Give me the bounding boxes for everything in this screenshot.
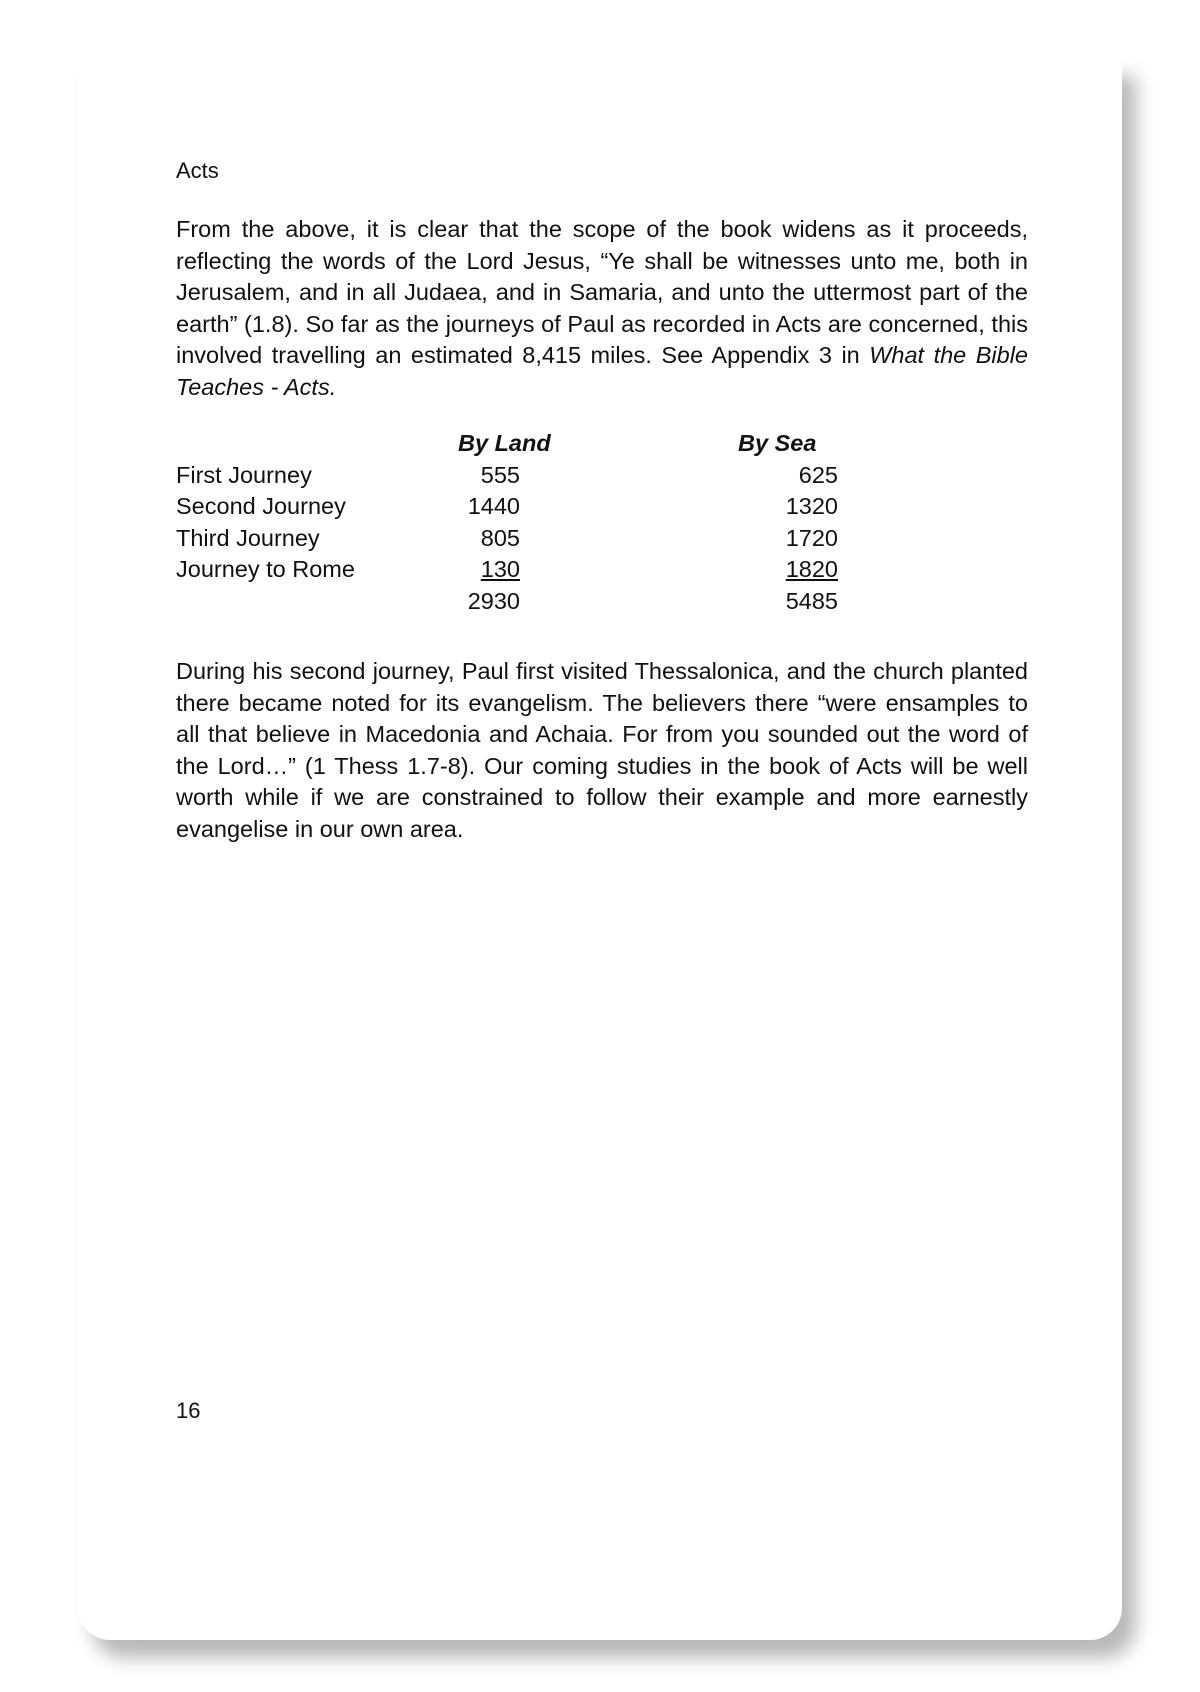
land-value xyxy=(458,554,738,586)
paragraph-intro xyxy=(176,214,1028,403)
sea-value: 1320 xyxy=(785,493,838,519)
sea-value: 625 xyxy=(798,461,838,488)
land-value: 555 xyxy=(480,461,520,488)
header-by-land: By Land xyxy=(458,430,551,456)
paragraph-thessalonica: During his second journey, Paul first visited Thessalonica, and the church planted there became noted for its evangelism. The believers there “were ensamples to all that believe in Macedonia and Achaia. For from you sounded out the word of the Lord…” (1 Thess 1.7-8). Our coming studies in the book of Acts will be well worth while if we are constrained to follow their example and more earnestly evangelise in our own area. xyxy=(176,658,1028,842)
land-value: 1440 xyxy=(467,493,520,519)
row-label: Journey to Rome xyxy=(176,556,355,582)
total-label-blank xyxy=(176,586,458,618)
land-total: 2930 xyxy=(467,587,520,614)
header-by-sea: By Sea xyxy=(738,430,817,456)
sea-value xyxy=(738,554,838,586)
table-total-row xyxy=(176,586,838,618)
row-label: First Journey xyxy=(176,461,312,488)
page-number: 16 xyxy=(176,1398,201,1423)
sea-total: 5485 xyxy=(785,587,838,614)
journey-distance-table xyxy=(176,428,838,617)
table-header-row xyxy=(176,428,838,460)
table-row xyxy=(176,554,838,586)
sea-value-underlined: 1820 xyxy=(785,556,838,582)
book-title-reference: What the Bible Teaches - Acts. xyxy=(176,342,1028,400)
book-page xyxy=(78,58,1122,1640)
paragraph-intro-text: From the above, it is clear that the scope of the book widens as it proceeds, reflecting the words of the Lord Jesus, “Ye shall be witnesses unto me, both in Jerusalem, and in all Judaea, and in Samaria, and unto the uttermost part of the earth” (1.8). So far as the journeys of Paul as recorded in Acts are concerned, this involved travelling an estimated 8,415 miles. See Appendix 3 in xyxy=(176,216,1028,368)
table-row xyxy=(176,491,838,523)
table-row xyxy=(176,460,838,492)
table-row xyxy=(176,523,838,555)
header-blank xyxy=(176,428,458,460)
row-label: Third Journey xyxy=(176,524,320,551)
row-label: Second Journey xyxy=(176,493,346,519)
sea-value: 1720 xyxy=(785,524,838,551)
land-value-underlined: 130 xyxy=(480,556,520,582)
running-head: Acts xyxy=(176,158,219,183)
land-value: 805 xyxy=(480,524,520,551)
